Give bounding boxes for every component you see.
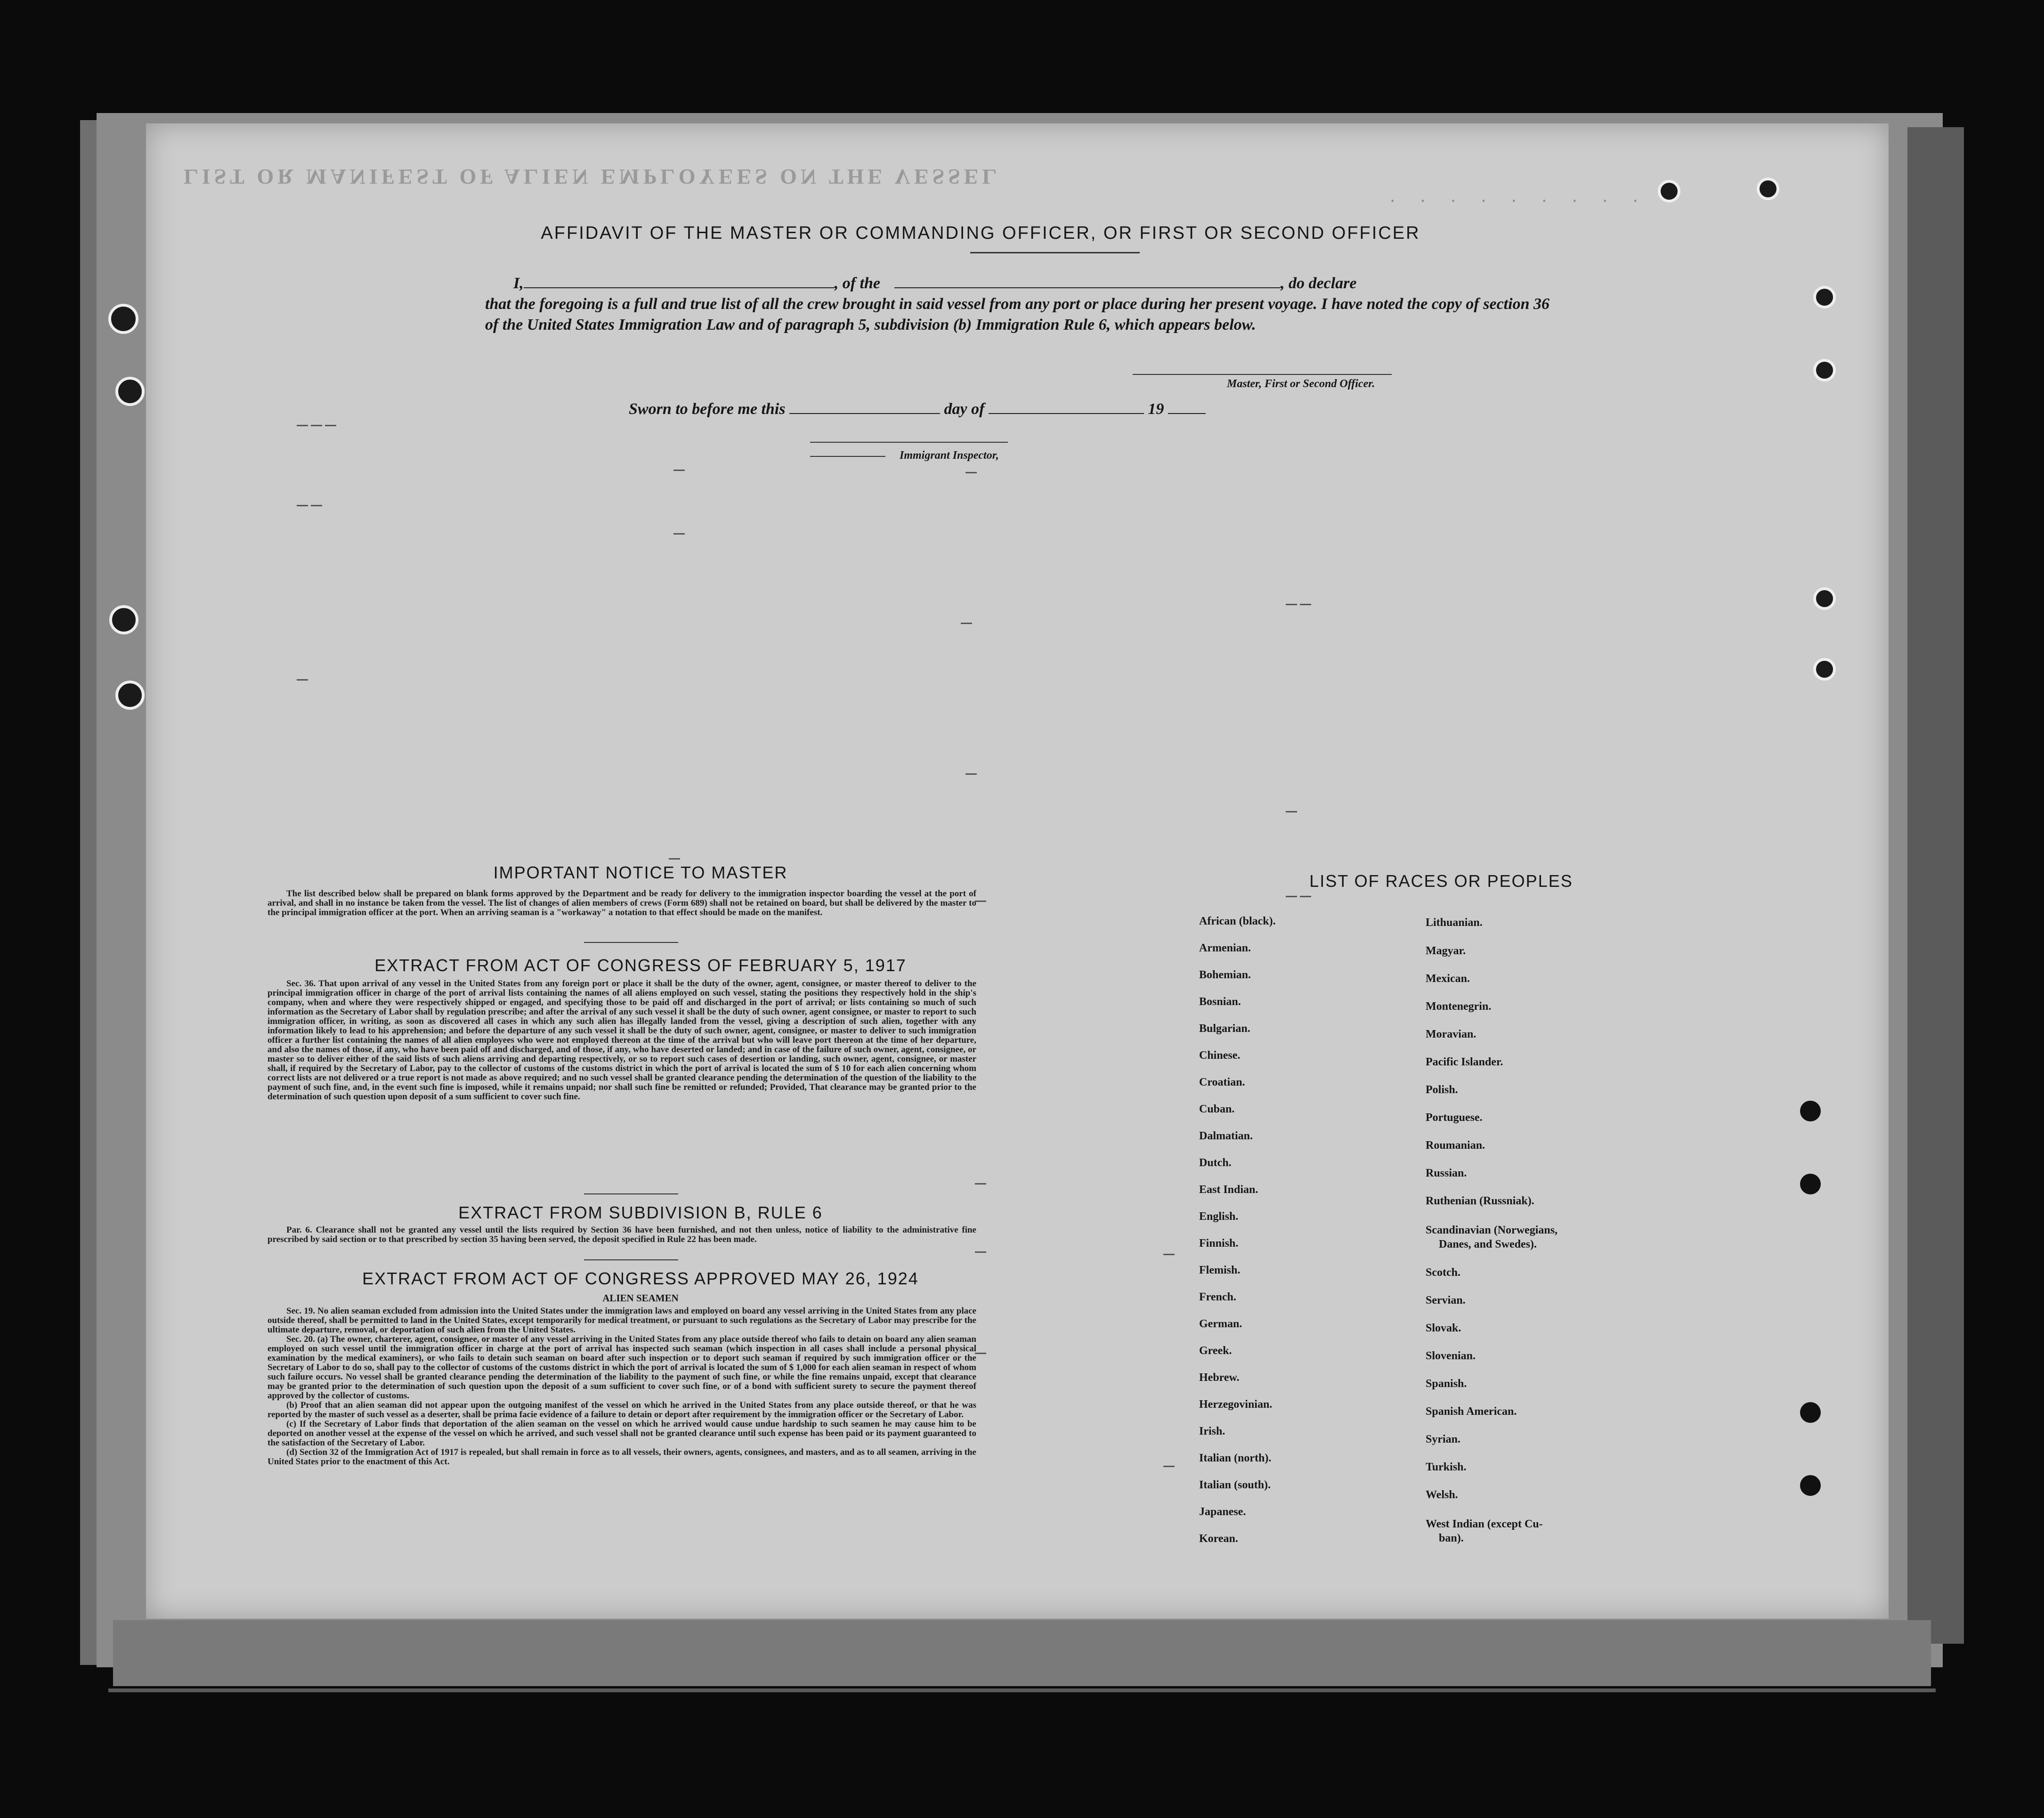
section-divider <box>584 1259 678 1260</box>
punch-hole-icon <box>1813 658 1836 681</box>
sworn-line <box>629 399 1429 420</box>
race-item: Korean. <box>1199 1533 1238 1545</box>
race-item: Scotch. <box>1426 1266 1460 1279</box>
race-item: Slovenian. <box>1426 1350 1476 1362</box>
race-item: Spanish. <box>1426 1378 1467 1390</box>
form-sheet <box>146 123 1889 1619</box>
affidavit-of-the: , of the <box>834 275 881 292</box>
inspector-rule <box>810 456 885 457</box>
race-item: Italian (south). <box>1199 1479 1271 1491</box>
dash <box>1163 1466 1175 1467</box>
notice-body <box>268 889 976 917</box>
inspector-label: Immigrant Inspector, <box>900 449 999 462</box>
race-item: Chinese. <box>1199 1049 1241 1062</box>
extract-1924-body <box>268 1307 976 1467</box>
extract-rule6-paragraph: Par. 6. Clearance shall not be granted any vessel until the lists required by Section 36 have been furnished, and not then unless, notice of liability to the administrative fine prescribed by said section or to that prescribed by section 35 having been served, the deposit specified in Rule 22 has been made. <box>268 1225 976 1244</box>
race-item: Dalmatian. <box>1199 1130 1253 1142</box>
extract-1917-body <box>268 979 976 1102</box>
paper-stack-edge <box>1907 127 1964 1644</box>
dash <box>975 1251 986 1253</box>
dash <box>961 623 972 624</box>
show-through-text: LIST OR MANIFEST OF ALIEN EMPLOYEES ON THE VESSEL <box>184 165 1001 189</box>
dash <box>975 901 986 902</box>
binder-hole-icon <box>115 681 145 710</box>
affidavit-title: AFFIDAVIT OF THE MASTER OR COMMANDING OFFICER, OR FIRST OR SECOND OFFICER <box>541 223 1420 243</box>
day-of-text: day of <box>944 400 985 418</box>
race-item: Spanish American. <box>1426 1405 1517 1418</box>
race-item: West Indian (except Cu- <box>1426 1518 1543 1530</box>
extract-1924-paragraph: (c) If the Secretary of Labor finds that deportation of the alien seaman on the vessel on which he arrived would cause undue hardship to such seamen he may cause him to be deported on another vessel at the expense of the vessel on which he arrived, and such vessel shall not be granted clearance until such expense has been paid or its payment guaranteed to the satisfaction of the Secretary of Labor. <box>268 1419 976 1448</box>
race-item: Moravian. <box>1426 1028 1476 1040</box>
race-item: Finnish. <box>1199 1237 1239 1250</box>
notice-title: IMPORTANT NOTICE TO MASTER <box>493 863 788 882</box>
race-item: Portuguese. <box>1426 1112 1483 1124</box>
vessel-name-field[interactable] <box>894 273 1281 288</box>
race-item: Herzegovinian. <box>1199 1398 1273 1411</box>
dash <box>311 425 322 426</box>
dash <box>1300 604 1311 605</box>
race-item: Bohemian. <box>1199 969 1251 981</box>
race-item: Welsh. <box>1426 1489 1458 1501</box>
notice-paragraph: The list described below shall be prepared on blank forms approved by the Department and be ready for delivery to the immigration inspector boarding the vessel at the port of arrival, and shall in no instance be taken from the vessel. The list of changes of alien members of crews (Form 689) shall not be retained on board, but shall be delivered by the master to the principal immigration officer at the port. When an arriving seaman is a "workaway" a notation to that effect should be made on the manifest. <box>268 889 976 917</box>
race-item: East Indian. <box>1199 1184 1258 1196</box>
race-item: Russian. <box>1426 1167 1467 1179</box>
punch-hole-icon <box>1813 359 1836 381</box>
officer-name-field[interactable] <box>524 273 835 288</box>
dash <box>975 1183 986 1185</box>
year-prefix: 19 <box>1148 400 1164 418</box>
sworn-month-field[interactable] <box>989 399 1144 414</box>
race-item: Mexican. <box>1426 973 1470 985</box>
race-item: Ruthenian (Russniak). <box>1426 1195 1534 1207</box>
extract-1917-title: EXTRACT FROM ACT OF CONGRESS OF FEBRUARY 5, 1917 <box>374 956 907 975</box>
extract-1924-title: EXTRACT FROM ACT OF CONGRESS APPROVED MAY 26, 1924 <box>362 1269 919 1288</box>
dash <box>297 505 308 506</box>
race-item: Lithuanian. <box>1426 917 1483 929</box>
race-item: Cuban. <box>1199 1103 1235 1115</box>
extract-rule6-title: EXTRACT FROM SUBDIVISION B, RULE 6 <box>458 1203 823 1222</box>
race-item-continued: ban). <box>1439 1532 1464 1544</box>
race-item: Roumanian. <box>1426 1139 1485 1152</box>
race-item: Pacific Islander. <box>1426 1056 1503 1068</box>
dash <box>297 679 308 681</box>
race-item: German. <box>1199 1318 1242 1330</box>
binder-hole-icon <box>115 377 145 406</box>
binder-hole-icon <box>109 605 138 634</box>
race-item: Dutch. <box>1199 1157 1232 1169</box>
dash <box>311 505 322 506</box>
punch-hole-icon <box>1800 1475 1821 1496</box>
race-item: Servian. <box>1426 1294 1466 1307</box>
dash <box>1286 896 1297 897</box>
show-through-text: · · · · · · · · · <box>1389 189 1648 210</box>
dash <box>673 533 685 535</box>
race-item: Montenegrin. <box>1426 1000 1492 1013</box>
dash <box>325 425 336 426</box>
master-signature-line[interactable] <box>1133 374 1392 375</box>
race-item: Magyar. <box>1426 945 1466 957</box>
race-item: Italian (north). <box>1199 1452 1272 1464</box>
race-item: African (black). <box>1199 915 1276 927</box>
race-item-continued: Danes, and Swedes). <box>1439 1238 1537 1250</box>
extract-1924-paragraph: Sec. 20. (a) The owner, charterer, agent, consignee, or master of any vessel arriving in the United States from any place outside thereof who fails to detain on board any alien seaman employed on such vessel until the immigration officer in charge at the port of arrival has inspected such seaman (which inspection in all cases shall include a personal physical examination by the medical examiners), or who fails to detain such seaman on board after such inspection or to deport such seaman if required by such immigration officer or the Secretary of Labor to do so, shall pay to the collector of customs of the customs district in which the port of arrival is located the sum of $ 1,000 for each alien seaman in respect of whom such failure occurs. No vessel shall be granted clearance pending the determination of the liability to the payment of such fine, or while the fine remains unpaid, except that clearance may be granted prior to the determination of such question upon the deposit of a sum sufficient to cover such fine, or of a bond with sufficient surety to secure the payment thereof approved by the collector of customs. <box>268 1334 976 1401</box>
dash <box>297 425 308 426</box>
extract-1924-paragraph: (b) Proof that an alien seaman did not appear upon the outgoing manifest of the vessel on which he arrived in the United States from any place outside thereof, or that he was reported by the master of such vessel as a deserter, shall be prima facie evidence of a failure to detain or deport after requirement by the immigration officer or the Secretary of Labor. <box>268 1400 976 1420</box>
race-item: Slovak. <box>1426 1322 1461 1334</box>
race-item: Polish. <box>1426 1084 1458 1096</box>
paper-stack-bottom <box>113 1620 1931 1686</box>
punch-hole-icon <box>1800 1101 1821 1121</box>
dash <box>965 773 977 775</box>
race-item: Japanese. <box>1199 1506 1246 1518</box>
master-signature-label: Master, First or Second Officer. <box>1227 378 1375 390</box>
affidavit-do-declare: , do declare <box>1281 275 1357 292</box>
race-item: Croatian. <box>1199 1076 1245 1088</box>
race-item: Irish. <box>1199 1425 1225 1437</box>
race-item: Hebrew. <box>1199 1372 1240 1384</box>
races-title: LIST OF RACES OR PEOPLES <box>1309 871 1573 891</box>
extract-1917-paragraph: Sec. 36. That upon arrival of any vessel in the United States from any foreign port or place it shall be the duty of the owner, agent, consignee, or master thereof to deliver to the principal immigration officer in charge of the port of arrival lists containing the names of all aliens employed on such vessel, stating the positions they respectively hold in the ship's company, when and where they were respectively shipped or engaged, and specifying those to be paid off and discharged in the port of arrival; or lists containing so much of such information as the Secretary of Labor shall by regulation prescribe; and after the arrival of any such vessel it shall be the duty of such owner, agent consignee, or master to report to such immigration officer, in writing, as soon as discovered all cases in which any such alien has illegally landed from the vessel, giving a description of such alien, together with any information likely to lead to his apprehension; and before the departure of any such vessel it shall be the duty of such owner, agent, consignee, or master to deliver to such immigration officer a further list containing the names of all alien employees who were not employed thereon at the time of the arrival but who will leave port thereon at the time of her departure, and also the names of those, if any, who have been paid off and discharged, and of those, if any, who have deserted or landed; and in case of the failure of such owner, agent, consignee, or master so to deliver either of the said lists of such aliens arriving and departing respectively, or so to report such cases of desertion or landing, such owner, agent, consignee, or master shall, if required by the Secretary of Labor, pay to the collector of customs of the customs district in which the port of arrival is located the sum of $ 10 for each alien concerning whom correct lists are not delivered or a true report is not made as above required; and no such vessel shall be granted clearance pending the determination of the question of the liability to the payment of such fine, and, in the event such fine is imposed, while it remains unpaid; nor shall such fine be remitted or refunded; Provided, That clearance may be granted prior to the determination of such question upon deposit of a sum sufficient to cover such fine. <box>268 979 976 1102</box>
race-item: Armenian. <box>1199 942 1251 954</box>
extract-1924-subtitle: ALIEN SEAMEN <box>602 1292 679 1304</box>
race-item: Turkish. <box>1426 1461 1467 1473</box>
race-item: Bulgarian. <box>1199 1023 1250 1035</box>
race-item: French. <box>1199 1291 1236 1303</box>
section-divider <box>584 1193 678 1194</box>
punch-hole-icon <box>1813 286 1836 308</box>
race-item: Greek. <box>1199 1345 1232 1357</box>
binder-hole-icon <box>108 304 138 334</box>
section-divider <box>584 942 678 943</box>
punch-hole-icon <box>1757 178 1779 200</box>
paper-stack-line <box>108 1688 1936 1692</box>
race-item: English. <box>1199 1210 1239 1223</box>
punch-hole-icon <box>1800 1402 1821 1423</box>
punch-hole-icon <box>1813 587 1836 610</box>
affidavit-i: I, <box>513 275 524 292</box>
dash <box>1286 811 1297 812</box>
inspector-signature-line[interactable] <box>810 442 1008 443</box>
affidavit-body-text: that the foregoing is a full and true list of all the crew brought in said vessel from any port or place during her present voyage. I have noted the copy of section 36 of the United States Immigration Law and of paragraph 5, subdivision (b) Immigration Rule 6, which appears below. <box>485 295 1549 333</box>
extract-1924-paragraph: Sec. 19. No alien seaman excluded from admission into the United States under the immigration laws and employed on board any vessel arriving in the United States from any place outside thereof, shall be permitted to land in the United States, except temporarily for medical treatment, or pursuant to such regulations as the Secretary of Labor may prescribe for the ultimate departure, removal, or deportation of such alien from the United States. <box>268 1306 976 1335</box>
extract-1924-paragraph: (d) Section 32 of the Immigration Act of 1917 is repealed, but shall remain in force as to all vessels, their owners, agents, consignees, and masters, and as to all seamen, arriving in the United States prior to the enactment of this Act. <box>268 1447 976 1467</box>
sworn-text: Sworn to before me this <box>629 400 786 418</box>
race-item: Scandinavian (Norwegians, <box>1426 1224 1558 1236</box>
punch-hole-icon <box>1800 1174 1821 1194</box>
dash <box>975 1353 986 1354</box>
sworn-day-field[interactable] <box>789 399 940 414</box>
dash <box>965 472 977 473</box>
title-underline <box>970 252 1140 253</box>
race-item: Syrian. <box>1426 1433 1461 1445</box>
extract-rule6-body <box>268 1226 976 1244</box>
sworn-year-field[interactable] <box>1168 399 1206 414</box>
dash <box>1286 604 1297 605</box>
dash <box>1300 896 1311 897</box>
race-item: Bosnian. <box>1199 996 1241 1008</box>
punch-hole-icon <box>1658 180 1680 203</box>
affidavit-declaration <box>485 273 1549 335</box>
dash <box>673 470 685 471</box>
race-item: Flemish. <box>1199 1264 1241 1276</box>
dash <box>1163 1254 1175 1255</box>
dash <box>669 858 680 860</box>
